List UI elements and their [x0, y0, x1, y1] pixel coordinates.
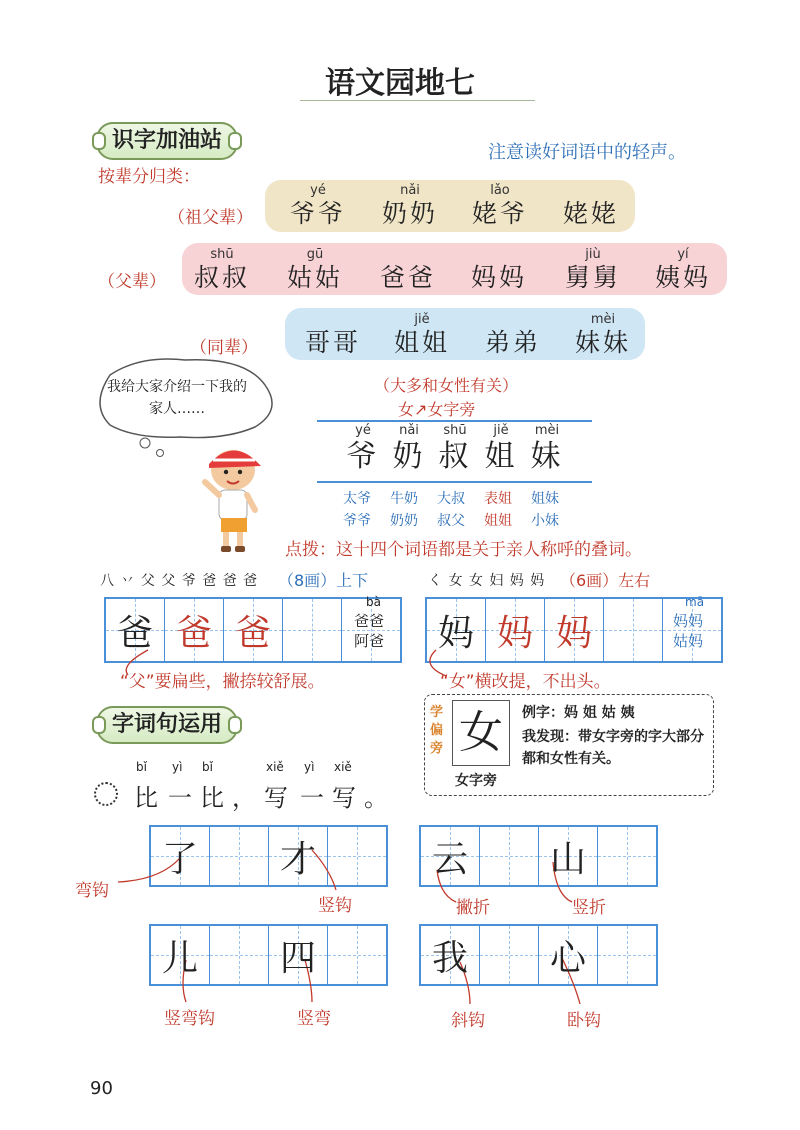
practice-grid	[419, 825, 658, 887]
empty-cell[interactable]	[328, 926, 386, 984]
female-note: （大多和女性有关）	[374, 376, 519, 395]
stroke-info-ba: （8画）上下	[278, 571, 369, 590]
stroke-info-ma: （6画）左右	[560, 571, 651, 590]
stroke-order-ba: 八 丷 父 父 爷 爸 爸 爸	[100, 573, 259, 589]
small-word: 姐姐	[484, 513, 512, 529]
big-char: yé 爷	[346, 423, 380, 474]
word-item: jiě 姐姐	[393, 312, 450, 357]
boy-illustration	[195, 440, 275, 555]
small-word: 叔父	[437, 513, 465, 529]
char-model: 爸	[234, 612, 271, 654]
word-item: 妈妈	[470, 263, 527, 292]
band-parents	[182, 243, 727, 295]
bubble-text: 我给大家介绍一下我的家人……	[107, 379, 247, 417]
page-title: 语文园地七	[325, 66, 475, 101]
stroke-label: 斜钩	[451, 1011, 485, 1031]
word-item: shū 叔叔	[193, 247, 250, 292]
small-word: 爷爷	[343, 513, 371, 529]
stroke-label: 竖弯钩	[164, 1009, 215, 1029]
stroke-label: 竖折	[572, 898, 606, 918]
empty-cell[interactable]	[328, 827, 386, 885]
small-word: 大叔	[437, 491, 465, 507]
word-ma-2: 姑妈	[673, 632, 704, 650]
stroke-label: 弯钩	[75, 881, 109, 901]
exercise-line: bǐ yì bǐ xiě yì xiě 比 一 比 ， 写 一 写 。	[134, 760, 388, 812]
py-ma: mā	[685, 595, 705, 609]
radical-char-box	[452, 700, 510, 766]
practice-char: 四	[279, 937, 316, 979]
word-item: jiù 舅舅	[564, 247, 621, 292]
row-label-siblings: （同辈）	[190, 338, 258, 358]
stroke-label: 卧钩	[567, 1011, 601, 1031]
practice-grid	[149, 924, 388, 986]
radical-caption: 女字旁	[455, 773, 497, 789]
stroke-label: 竖钩	[318, 896, 352, 916]
hint-text: 点拨：这十四个词语都是关于亲人称呼的叠词。	[285, 540, 642, 560]
small-word: 奶奶	[390, 513, 418, 529]
empty-cell[interactable]	[210, 926, 269, 984]
radical-discovery: 我发现：带女字旁的字大部分都和女性有关。	[522, 729, 704, 767]
title-divider	[300, 100, 535, 101]
char-model: 爸	[175, 612, 212, 654]
row-label-grandparents: （祖父辈）	[168, 208, 253, 228]
practice-char: 儿	[161, 937, 198, 979]
empty-cell[interactable]	[604, 599, 663, 661]
small-word: 姐妹	[531, 491, 559, 507]
flower-icon	[94, 782, 118, 806]
big-char: jiě 姐	[484, 423, 518, 474]
py-ba: bà	[366, 595, 381, 609]
word-item: 姥姥	[562, 199, 619, 228]
char-model: 妈	[437, 612, 474, 654]
word-item: lǎo 姥爷	[471, 183, 528, 228]
radical-side-label: 学偏旁	[430, 705, 444, 756]
empty-cell[interactable]	[283, 599, 342, 661]
empty-cell[interactable]	[598, 827, 656, 885]
section-tag-literacy: 识字加油站	[96, 122, 238, 160]
tip-ma: “女”横改提，不出头。	[440, 672, 611, 692]
word-item: gū 姑姑	[286, 247, 343, 292]
empty-cell[interactable]	[598, 926, 656, 984]
practice-grid	[149, 825, 388, 887]
stroke-label: 撇折	[456, 898, 490, 918]
stroke-order-ma: く 女 女 妇 妈 妈	[428, 573, 546, 589]
practice-char: 心	[549, 937, 586, 979]
big-char: shū 叔	[438, 423, 472, 474]
radical-example: 例字：妈 姐 姑 姨	[522, 705, 635, 721]
word-item: 弟弟	[484, 328, 541, 357]
word-item: mèi 妹妹	[574, 312, 631, 357]
practice-char: 了	[161, 838, 198, 880]
practice-char: 山	[549, 838, 586, 880]
big-char: mèi 妹	[530, 423, 564, 474]
page-number: 90	[90, 1078, 113, 1099]
word-item: 爸爸	[379, 263, 436, 292]
word-item: nǎi 奶奶	[381, 183, 438, 228]
word-item: 哥哥	[304, 328, 361, 357]
small-word: 太爷	[343, 491, 371, 507]
tip-ba: “父”要扁些，撇捺较舒展。	[120, 672, 325, 692]
divider-line	[317, 481, 592, 483]
word-ma-1: 妈妈	[673, 612, 704, 630]
practice-char: 才	[279, 838, 316, 880]
stroke-label: 竖弯	[297, 1009, 331, 1029]
empty-cell[interactable]	[480, 827, 539, 885]
char-model: 妈	[555, 612, 592, 654]
practice-char: 云	[431, 838, 468, 880]
word-ba-1: 爸爸	[354, 612, 385, 630]
practice-grid	[419, 924, 658, 986]
small-word: 表姐	[484, 491, 512, 507]
empty-cell[interactable]	[480, 926, 539, 984]
char-model: 爸	[116, 612, 153, 654]
divider-line	[317, 420, 592, 422]
word-item: yí 姨妈	[654, 247, 711, 292]
row-label-parents: （父辈）	[98, 272, 166, 292]
tip-text: 注意读好词语中的轻声。	[488, 142, 686, 163]
section-tag-usage: 字词句运用	[96, 706, 238, 744]
big-char: nǎi 奶	[392, 423, 426, 474]
radical-char: 女	[459, 707, 503, 758]
practice-char: 我	[431, 937, 468, 979]
word-ba-2: 阿爸	[354, 632, 385, 650]
empty-cell[interactable]	[210, 827, 269, 885]
small-word: 牛奶	[390, 491, 418, 507]
radical-note: 女↗女字旁	[398, 400, 476, 419]
instruction-text: 按辈分归类：	[98, 167, 200, 187]
word-item: yé 爷爷	[289, 183, 346, 228]
char-model: 妈	[496, 612, 533, 654]
small-word: 小妹	[531, 513, 559, 529]
